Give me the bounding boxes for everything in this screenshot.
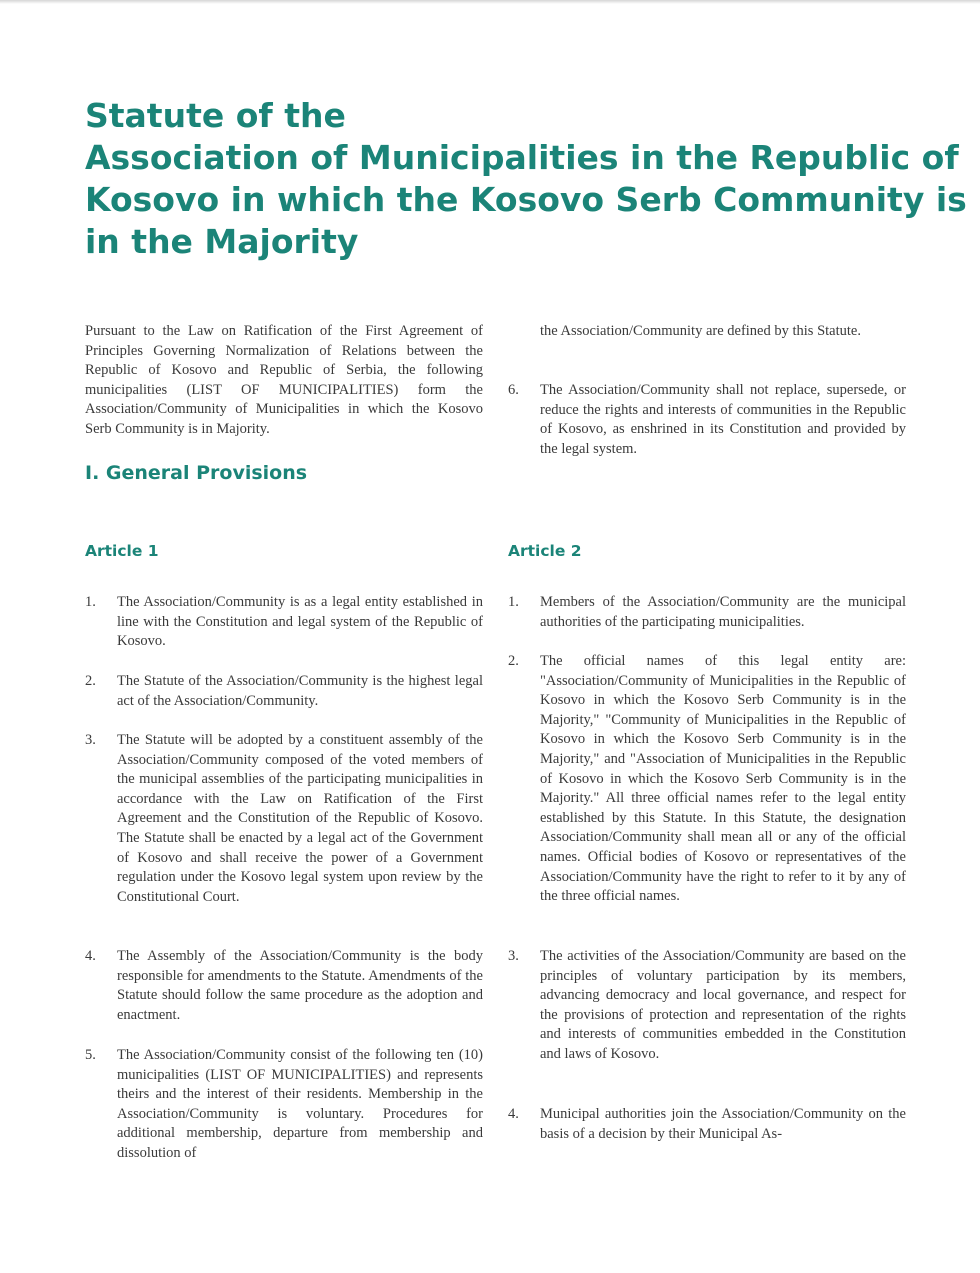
title-line-4: in the Majority — [85, 222, 359, 261]
list-item-text: The Association/Community consist of the following ten (10) municipalities (LIST OF MUNICIPALITIES) and represents theirs and the interest of their residents. Membership in the Association/Community is voluntary. Procedures for additional membership, departure from membership and dissolution of — [117, 1047, 483, 1161]
list-item-number: 3. — [508, 948, 519, 964]
article-1-item-3 — [85, 731, 483, 907]
right-continuation-paragraph: the Association/Community are defined by this Statute. — [540, 323, 861, 339]
article-2-item-1 — [508, 593, 906, 632]
section-heading-general-provisions: I. General Provisions — [85, 462, 308, 484]
list-item-number: 2. — [508, 653, 519, 669]
list-item-text: The Association/Community shall not replace, supersede, or reduce the rights and interests of communities in the Republic of Kosovo, as enshrined in its Constitution and provided by the legal system. — [540, 382, 906, 457]
list-item-text: Members of the Association/Community are the municipal authorities of the participating municipalities. — [540, 594, 906, 630]
list-item-number: 1. — [508, 594, 519, 610]
title-line-3: Kosovo in which the Kosovo Serb Community is — [85, 180, 967, 219]
article-1-item-1 — [85, 593, 483, 652]
list-item-number: 6. — [508, 382, 519, 398]
list-item-number: 3. — [85, 732, 96, 748]
list-item-number: 4. — [85, 948, 96, 964]
list-item-text: The activities of the Association/Community are based on the principles of voluntary participation by its members, advancing democracy and local governance, and respect for the provisions of protection and representation of the rights and interests of communities embedded in the Constitution and laws of Kosovo. — [540, 948, 906, 1062]
document-title — [85, 95, 967, 263]
list-item-text: Municipal authorities join the Association/Community on the basis of a decision by their Municipal As- — [540, 1106, 906, 1142]
list-item-number: 2. — [85, 673, 96, 689]
article-1-item-2 — [85, 672, 483, 711]
article-1-heading: Article 1 — [85, 542, 159, 560]
title-line-2: Association of Municipalities in the Republic of — [85, 138, 959, 177]
article-2-item-2 — [508, 652, 906, 907]
list-item-number: 4. — [508, 1106, 519, 1122]
list-item-text: The Statute will be adopted by a constituent assembly of the Association/Community composed of the voted members of the municipal assemblies of the participating municipalities in accordance with the Law on Ratification of the First Agreement and the Constitution of the Republic of Kosovo. The Statute shall be enacted by a legal act of the Government of Kosovo and shall receive the power of a Government regulation under the Kosovo legal system upon review by the Constitutional Court. — [117, 732, 483, 905]
list-item-number: 1. — [85, 594, 96, 610]
article-2-item-4 — [508, 1105, 906, 1144]
article-2-item-3 — [508, 947, 906, 1065]
list-item-text: The official names of this legal entity are: "Association/Community of Municipalities in the Republic of Kosovo in which the Kosovo Serb Community is in the Majority," "Community of Municipalities in the Republic of Kosovo in which the Kosovo Serb Community is in the Majority," and "Association of Municipalities in the Republic of Kosovo in which the Kosovo Serb Community is in the Majority." All three official names refer to the legal entity established by this Statute. In this Statute, the designation Association/Community shall mean all or any of the official names. Official bodies of Kosovo or representatives of the Association/Community have the right to refer to it by any of the three official names. — [540, 653, 906, 905]
article-1-item-5 — [85, 1046, 483, 1164]
list-item-text: The Assembly of the Association/Community is the body responsible for amendments to the Statute. Amendments of the Statute should follow the same procedure as the adoption and enactment. — [117, 948, 483, 1023]
intro-paragraph: Pursuant to the Law on Ratification of the First Agreement of Principles Governing Normalization of Relations between the Republic of Kosovo and Republic of Serbia, the following municipalities (LIST OF MUNICIPALITIES) form the Association/Community of Municipalities in which the Kosovo Serb Community is in Majority. — [85, 323, 483, 437]
title-line-1: Statute of the — [85, 96, 346, 135]
list-item-number: 5. — [85, 1047, 96, 1063]
list-item-text: The Statute of the Association/Community is the highest legal act of the Association/Community. — [117, 673, 483, 709]
article-2-heading: Article 2 — [508, 542, 582, 560]
list-item-text: The Association/Community is as a legal entity established in line with the Constitution and legal system of the Republic of Kosovo. — [117, 594, 483, 650]
list-item-6 — [508, 381, 906, 459]
page-top-shadow — [0, 0, 980, 4]
article-1-item-4 — [85, 947, 483, 1025]
